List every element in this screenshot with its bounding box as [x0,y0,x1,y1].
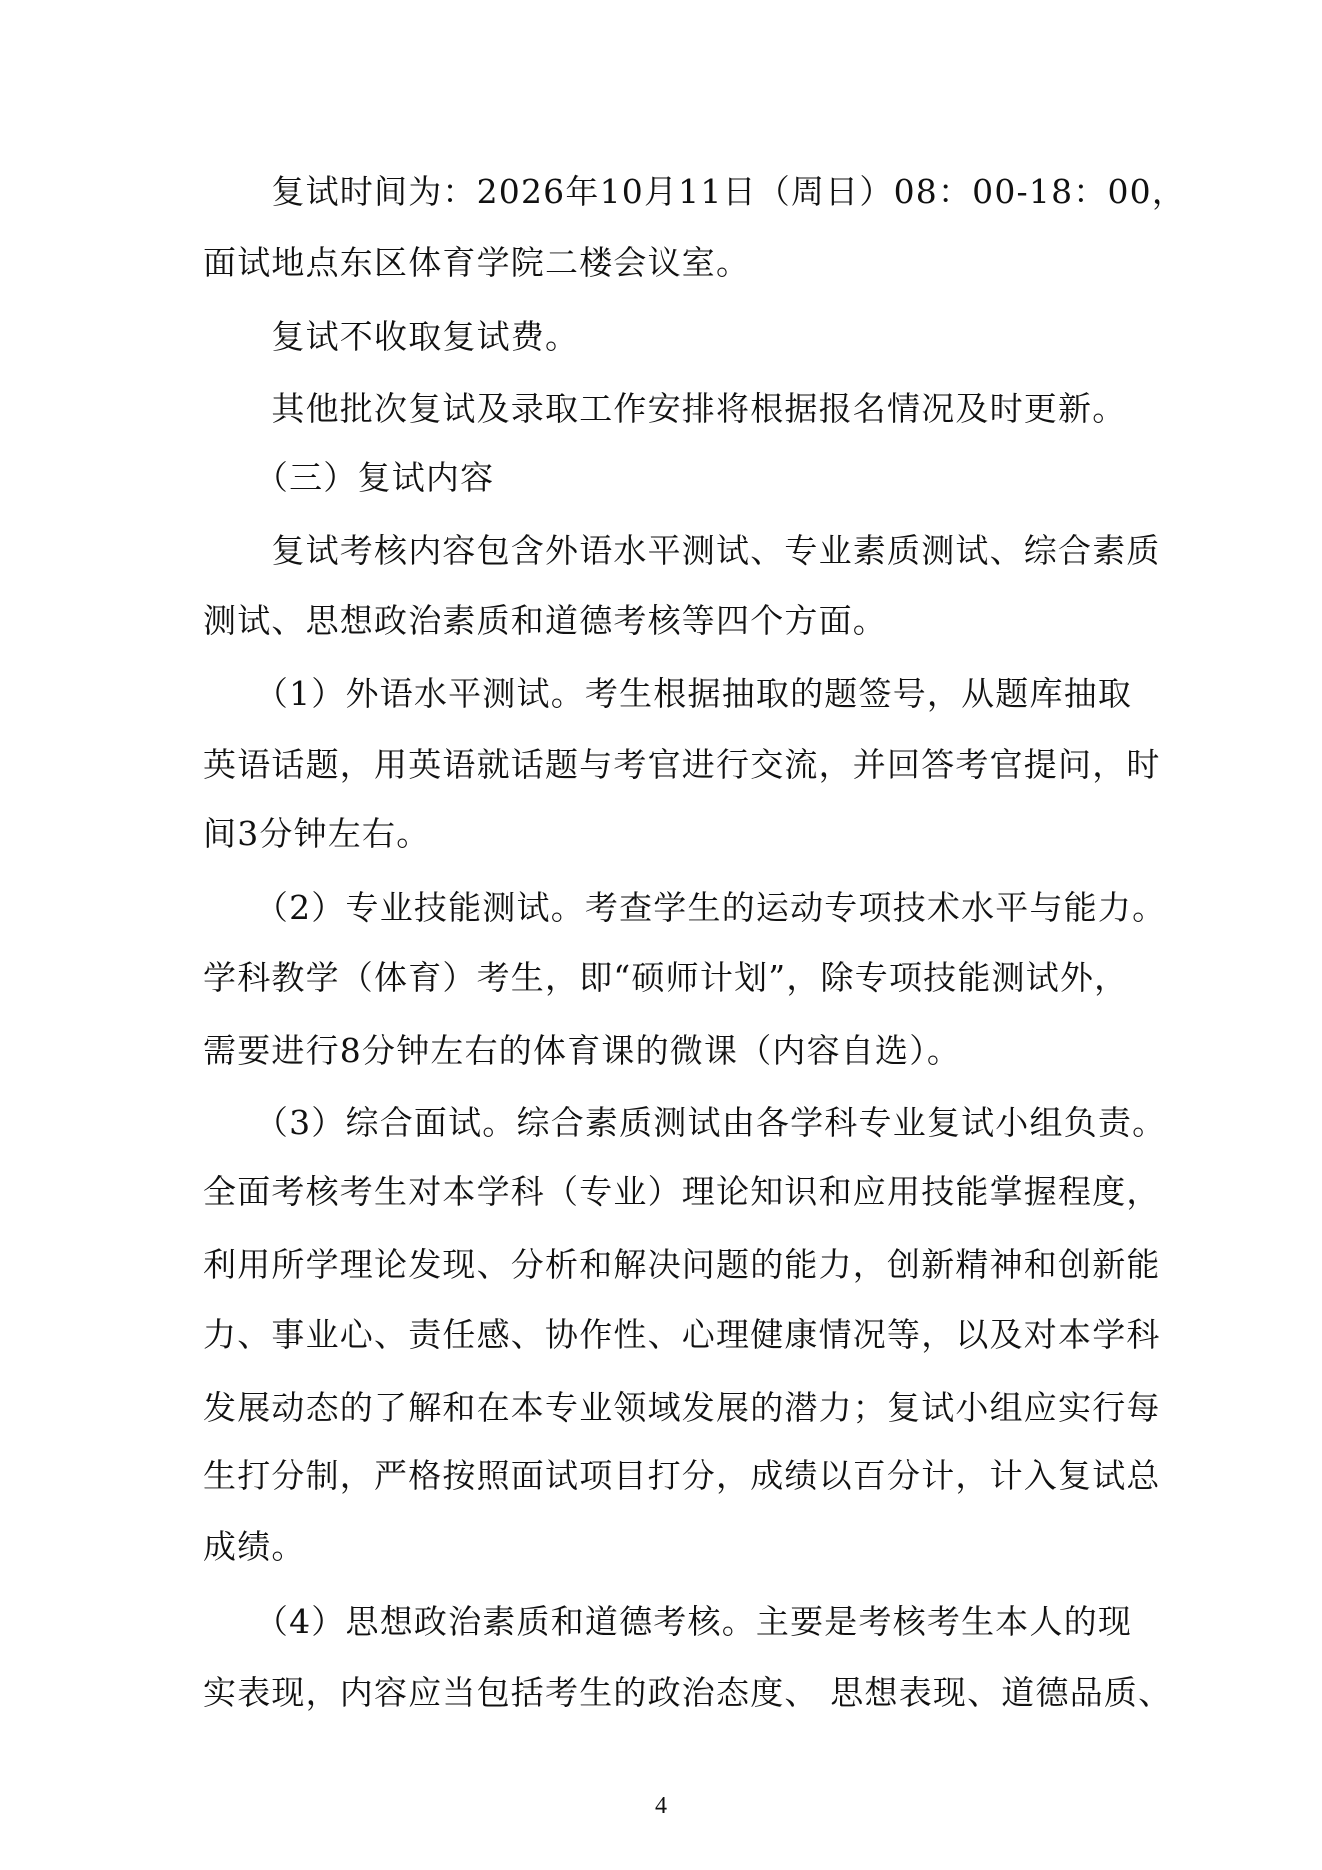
text-line: 实表现，内容应当包括考生的政治态度、 思想表现、道德品质、 [203,1673,1173,1712]
page-number: 4 [655,1793,667,1819]
text-line: 力、事业心、责任感、协作性、心理健康情况等，以及对本学科 [203,1315,1161,1354]
section-heading: （三）复试内容 [203,458,495,497]
text-line: 生打分制，严格按照面试项目打分，成绩以百分计，计入复试总 [203,1456,1161,1495]
text-line: 复试不收取复试费。 [203,317,580,356]
text-line: （2）专业技能测试。考查学生的运动专项技术水平与能力。 [203,888,1167,927]
text-line: 间3分钟左右。 [203,814,431,853]
text-line: 学科教学（体育）考生，即“硕师计划”，除专项技能测试外， [203,958,1129,997]
text-line: 发展动态的了解和在本专业领域发展的潜力；复试小组应实行每 [203,1388,1161,1427]
text-line: （1）外语水平测试。考生根据抽取的题签号，从题库抽取 [203,674,1133,713]
text-line: 其他批次复试及录取工作安排将根据报名情况及时更新。 [203,389,1127,428]
text-line: 需要进行8分钟左右的体育课的微课（内容自选）。 [203,1031,962,1070]
text-line: 全面考核考生对本学科（专业）理论知识和应用技能掌握程度， [203,1172,1161,1211]
text-line: 复试时间为：2026年10月11日（周日）08：00-18：00， [203,172,1187,211]
text-line: 成绩。 [203,1527,306,1566]
text-line: 英语话题，用英语就话题与考官进行交流，并回答考官提问，时 [203,745,1161,784]
text-line: （3）综合面试。综合素质测试由各学科专业复试小组负责。 [203,1103,1167,1142]
text-line: （4）思想政治素质和道德考核。主要是考核考生本人的现 [203,1602,1133,1641]
text-line: 测试、思想政治素质和道德考核等四个方面。 [203,601,887,640]
text-line: 利用所学理论发现、分析和解决问题的能力，创新精神和创新能 [203,1245,1161,1284]
text-line: 复试考核内容包含外语水平测试、专业素质测试、综合素质 [203,531,1161,570]
text-line: 面试地点东区体育学院二楼会议室。 [203,243,751,282]
